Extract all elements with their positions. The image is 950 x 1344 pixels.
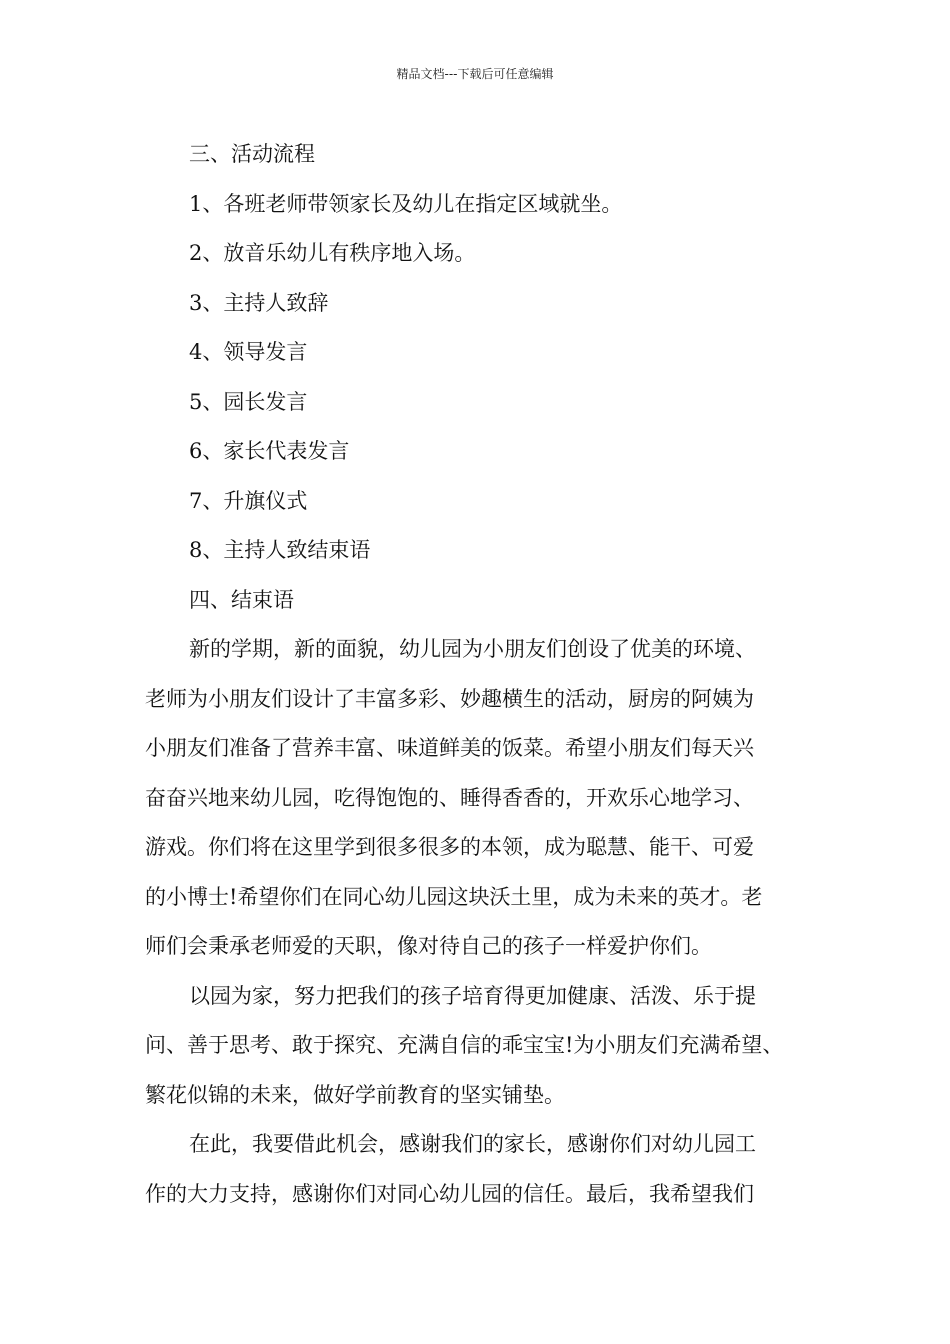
paragraph-line: 老师为小朋友们设计了丰富多彩、妙趣横生的活动，厨房的阿姨为 [145,686,754,711]
paragraph-line: 新的学期，新的面貌，幼儿园为小朋友们创设了优美的环境、 [189,637,756,661]
paragraph-line: 奋奋兴地来幼儿园，吃得饱饱的、睡得香香的，开欢乐心地学习、 [145,785,754,810]
list-item: 5、园长发言 [189,389,308,414]
paragraph [145,625,817,972]
paragraph [145,972,817,1121]
paragraph-line: 以园为家，努力把我们的孩子培育得更加健康、活泼、乐于提 [189,983,756,1008]
paragraph-line: 的小博士!希望你们在同心幼儿园这块沃土里，成为未来的英才。老 [145,884,763,909]
paragraph-line: 繁花似锦的未来，做好学前教育的坚实铺垫。 [145,1082,565,1107]
list-item: 4、领导发言 [189,340,308,364]
list-item: 7、升旗仪式 [189,488,308,513]
paragraph-line: 小朋友们准备了营养丰富、味道鲜美的饭菜。希望小朋友们每天兴 [145,736,754,760]
paragraph-line: 在此，我要借此机会，感谢我们的家长，感谢你们对幼儿园工 [189,1132,756,1156]
list-item: 6、家长代表发言 [189,439,350,463]
list-item: 2、放音乐幼儿有秩序地入场。 [189,241,476,265]
section-heading-activity-flow: 三、活动流程 [189,142,315,166]
list-item: 1、各班老师带领家长及幼儿在指定区域就坐。 [189,191,623,216]
paragraph [145,1120,817,1219]
paragraph-line: 问、善于思考、敢于探究、充满自信的乖宝宝!为小朋友们充满希望、 [145,1033,784,1057]
list-item: 3、主持人致辞 [189,290,329,315]
list-item: 8、主持人致结束语 [189,538,371,562]
paragraph-line: 师们会秉承老师爱的天职，像对待自己的孩子一样爱护你们。 [145,934,712,958]
section-heading-closing-remarks: 四、结束语 [189,587,294,612]
paragraph-line: 游戏。你们将在这里学到很多很多的本领，成为聪慧、能干、可爱 [145,835,754,859]
paragraph-line: 作的大力支持，感谢你们对同心幼儿园的信任。最后，我希望我们 [145,1181,754,1206]
document-body [145,130,817,1219]
page-header: 精品文档---下载后可任意编辑 [396,67,554,81]
